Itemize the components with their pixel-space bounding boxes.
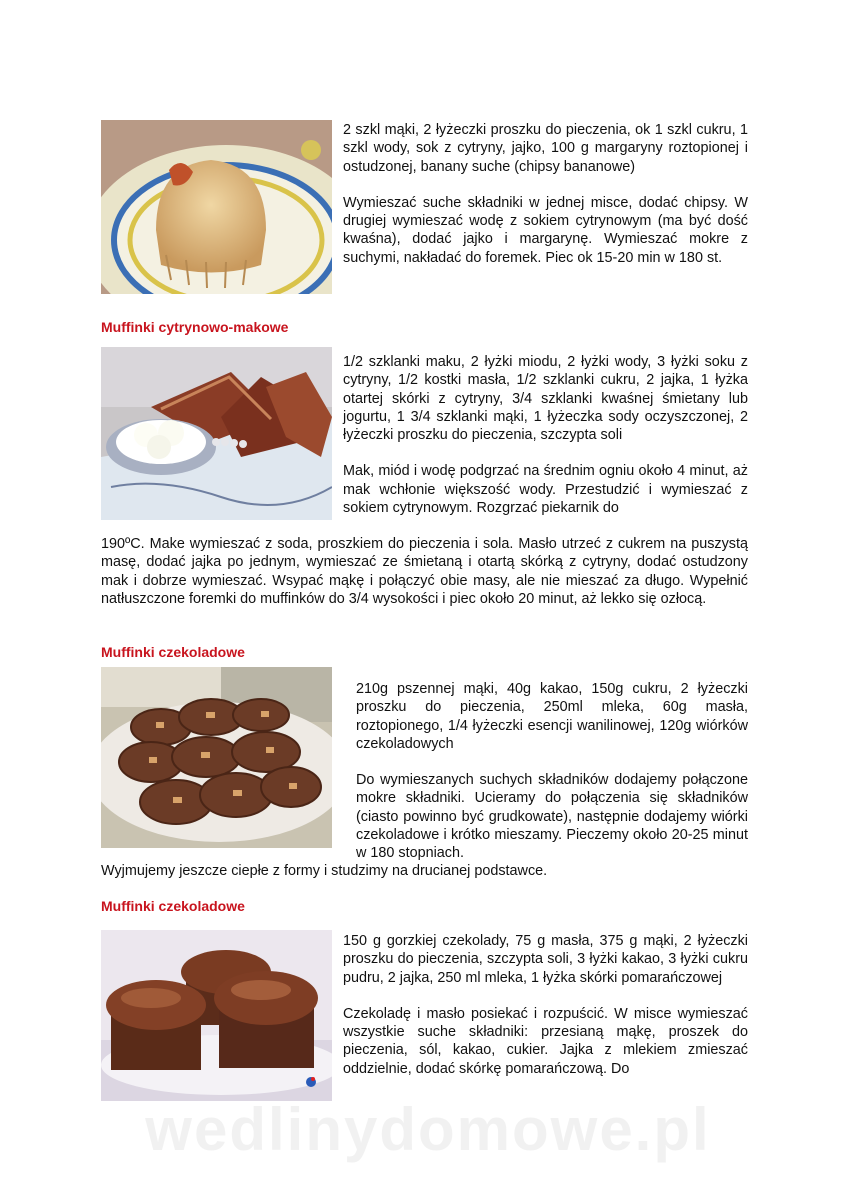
lemon-poppy-muffin-photo <box>101 347 332 520</box>
recipe-2-text <box>343 353 748 517</box>
watermark: wedlinydomowe.pl <box>145 1096 711 1163</box>
recipe-4-heading: Muffinki czekoladowe <box>101 898 245 914</box>
recipe-2-heading: Muffinki cytrynowo-makowe <box>101 319 289 335</box>
recipe-1-method: Wymieszać suche składniki w jednej misce, dodać chipsy. W drugiej wymieszać wodę z sokiem cytrynowym (ma być dość kwaśna), dodać jajko i margarynę. Wymieszać mokre z suchymi, nakładać do foremek. Piec ok 15-20 min w 180 st. <box>343 194 748 266</box>
orange-chocolate-muffins-photo <box>101 930 332 1101</box>
recipe-3-method-side: Do wymieszanych suchych składników dodajemy połączone mokre składniki. Ucieramy do połączenia się składników (ciasto powinno być grudkowate), następnie dodajemy wiórki czekoladowe i krótko mieszamy. Pieczemy około 20-25 minut w 180 stopniach. <box>356 772 748 862</box>
recipe-1-ingredients: 2 szkl mąki, 2 łyżeczki proszku do pieczenia, ok 1 szkl cukru, 1 szkl wody, sok z cytryny, jajko, 100 g margaryny roztopionej i ostudzonej, banany suche (chipsy bananowe) <box>343 122 748 175</box>
recipe-4-ingredients: 150 g gorzkiej czekolady, 75 g masła, 375 g mąki, 2 łyżeczki proszku do pieczenia, szczypta soli, 3 łyżki kakao, 3 łyżki cukru pudru, 2 jajka, 250 ml mleka, 1 łyżka skórki pomarańczowej <box>343 933 748 986</box>
chocolate-muffins-plate-photo <box>101 667 332 848</box>
recipe-3-method-flow: Wyjmujemy jeszcze ciepłe z formy i studzimy na drucianej podstawce. <box>101 863 548 879</box>
recipe-2-method-flow: 190ºC. Make wymieszać z soda, proszkiem do pieczenia i sola. Masło utrzeć z cukrem na puszystą masę, dodać jajka po jednym, wymieszać ze śmietaną i otartą skórką z cytryny, dodać ostudzony mak i dobrze wymieszać. Wsypać mąkę i połączyć obie masy, ale nie mieszać za długo. Wypełnić natłuszczone foremki do muffinków do 3/4 wysokości i piec około 20 minut, aż lekko się ozłocą. <box>101 536 748 607</box>
banana-muffin-photo <box>101 120 332 294</box>
recipe-4-text <box>343 932 748 1078</box>
recipe-4-method: Czekoladę i masło posiekać i rozpuścić. W misce wymieszać wszystkie suche składniki: przesianą mąkę, proszek do pieczenia, sól, kakao, cukier. Jajka z mlekiem zmieszać oddzielnie, dodać skórkę pomarańczową. Do <box>343 1005 748 1077</box>
recipe-3-text <box>356 680 748 863</box>
recipe-2-method-side: Mak, miód i wodę podgrzać na średnim ogniu około 4 minut, aż mak wchłonie większość wody. Przestudzić i wymieszać z sokiem cytrynowym. Rozgrzać piekarnik do <box>343 463 748 517</box>
recipe-1-text <box>343 121 748 267</box>
recipe-2-ingredients: 1/2 szklanki maku, 2 łyżki miodu, 2 łyżki wody, 3 łyżki soku z cytryny, 1/2 kostki masła, 1/2 szklanki cukru, 2 jajka, 1 łyżka otartej skórki z cytryny, 3/4 szklanki kwaśnej śmietany lub jogurtu, 1 3/4 szklanki mąki, 1 łyżeczka sody oczyszczonej, 2 łyżeczki proszku do pieczenia, szczypta soli <box>343 354 748 444</box>
recipe-3-heading: Muffinki czekoladowe <box>101 644 245 660</box>
recipe-3-ingredients: 210g pszennej mąki, 40g kakao, 150g cukru, 2 łyżeczki proszku do pieczenia, 250ml mleka, 60g masła, roztopionego, 1/4 łyżeczki esencji wanilinowej, 120g wiórków czekoladowych <box>356 681 748 752</box>
